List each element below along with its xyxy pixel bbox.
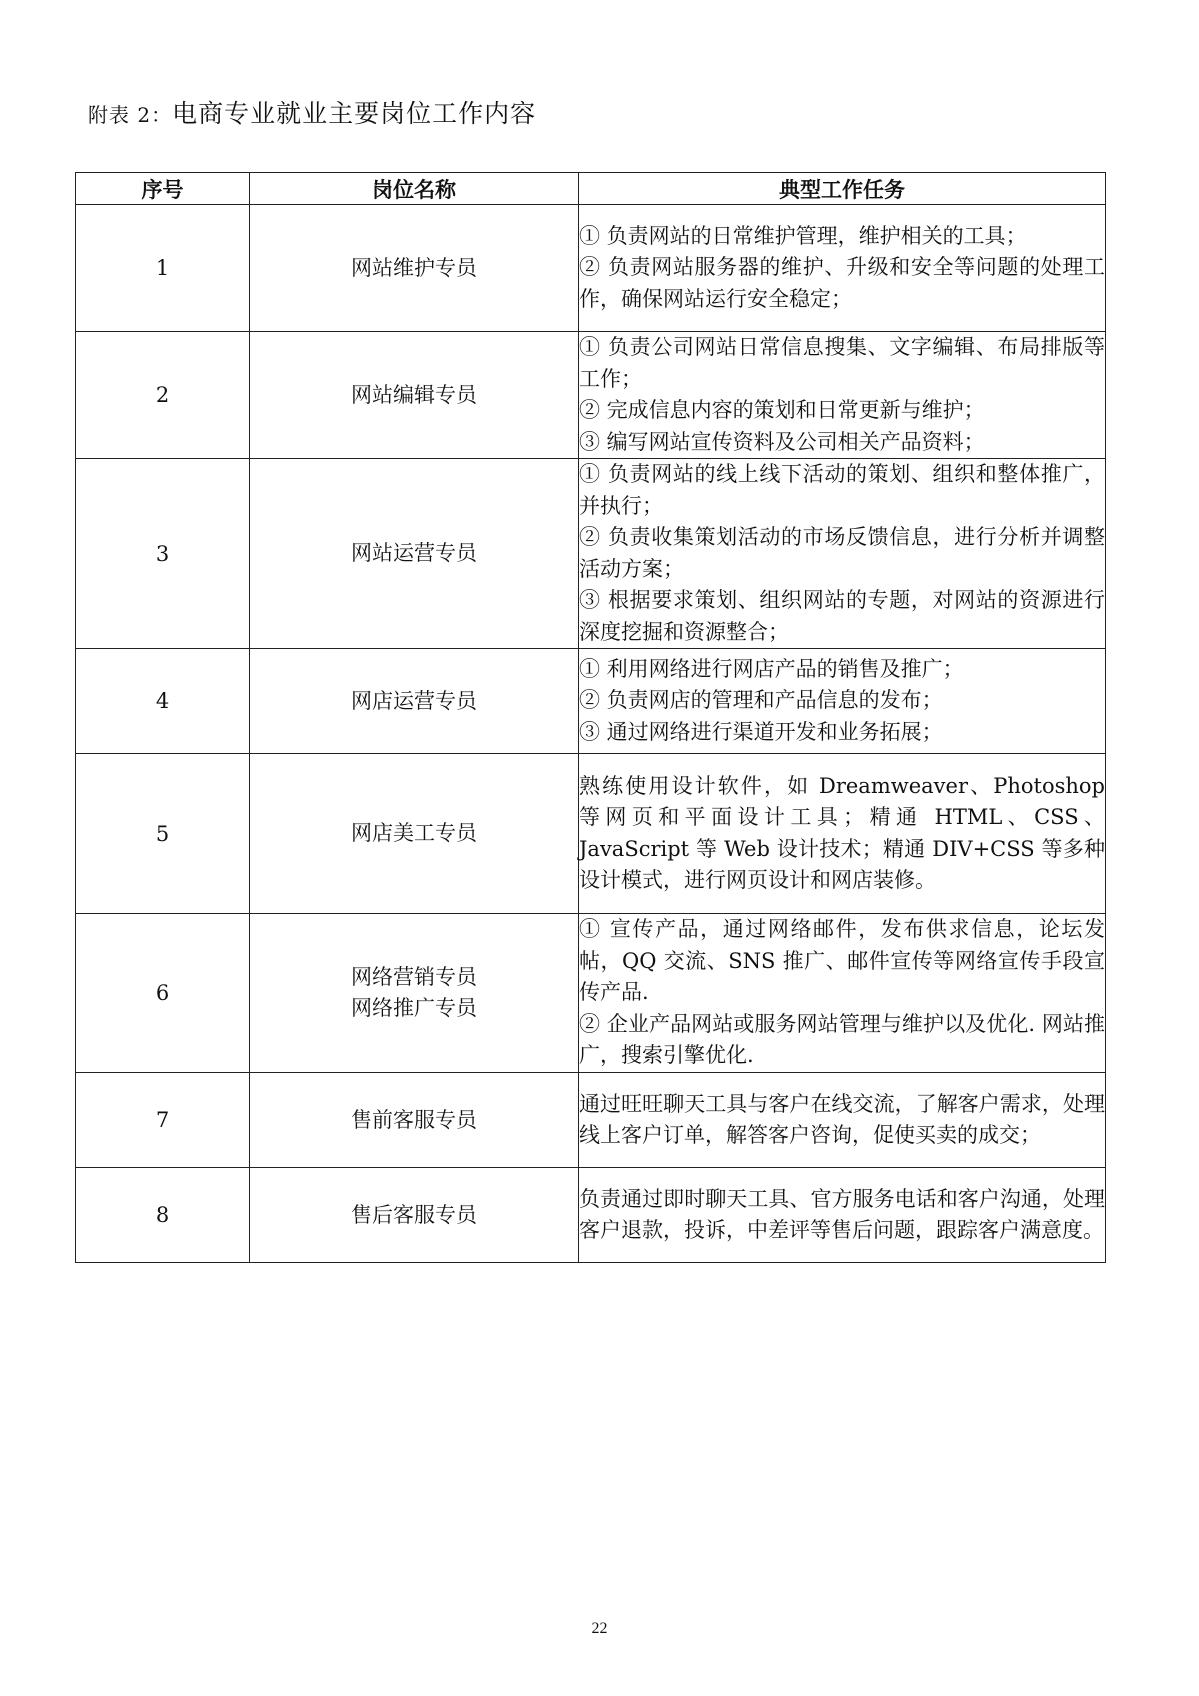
job-name-cell [250,459,579,649]
task-cell [579,1168,1106,1263]
task-cell [579,914,1106,1073]
job-name: 网店运营专员 [351,688,477,713]
header-no: 序号 [76,173,250,205]
task-item: ② 负责网店的管理和产品信息的发布； [579,688,943,713]
job-name: 售后客服专员 [351,1202,477,1227]
row-number: 8 [76,1168,250,1263]
table-row [76,754,1106,914]
task-cell [579,332,1106,459]
page-number: 22 [591,1620,608,1637]
job-name-cell [250,914,579,1073]
page-title [88,94,536,130]
job-name: 网站维护专员 [351,255,477,280]
job-table [75,172,1106,1263]
task-item: ③ 编写网站宣传资料及公司相关产品资料； [579,429,985,454]
task-item: ① 宣传产品，通过网络邮件，发布供求信息，论坛发帖，QQ 交流、SNS 推广、邮件宣传等网络宣传手段宣传产品. [579,917,1105,1005]
header-tasks: 典型工作任务 [579,173,1106,205]
job-name-cell [250,1168,579,1263]
row-number: 3 [76,459,250,649]
task-item: ③ 通过网络进行渠道开发和业务拓展； [579,719,943,744]
task-item: ② 负责网站服务器的维护、升级和安全等问题的处理工作，确保网站运行安全稳定； [579,255,1105,311]
table-header-row [76,173,1106,205]
task-item: ① 负责网站的线上线下活动的策划、组织和整体推广，并执行； [579,462,1105,518]
title-text: 电商专业就业主要岗位工作内容 [172,99,537,128]
table-row [76,1073,1106,1168]
task-item: ② 完成信息内容的策划和日常更新与维护； [579,398,985,422]
task-item: ① 利用网络进行网店产品的销售及推广； [579,656,964,681]
job-name: 网站编辑专员 [351,382,477,407]
row-number: 2 [76,332,250,459]
job-name-cell [250,754,579,914]
task-item: 负责通过即时聊天工具、官方服务电话和客户沟通，处理客户退款，投诉，中差评等售后问题，跟踪客户满意度。 [579,1186,1105,1242]
task-item: ② 负责收集策划活动的市场反馈信息，进行分析并调整活动方案； [579,525,1105,581]
table-row [76,205,1106,332]
task-item: ② 企业产品网站或服务网站管理与维护以及优化. 网站推广，搜索引擎优化. [579,1011,1105,1068]
row-number: 1 [76,205,250,332]
header-job-name: 岗位名称 [250,173,579,205]
job-name: 网站运营专员 [351,541,477,565]
table-row [76,459,1106,649]
table-row [76,332,1106,459]
task-cell [579,754,1106,914]
task-item: 熟练使用设计软件，如 Dreamweaver、Photoshop 等网页和平面设计工具；精通 HTML、CSS、JavaScript 等 Web 设计技术；精通 DIV+CSS 等多种设计模式，进行网页设计和网店装修。 [579,773,1105,892]
job-name: 网店美工专员 [351,821,477,845]
row-number: 6 [76,914,250,1073]
job-name-cell [250,649,579,754]
task-item: ① 负责网站的日常维护管理，维护相关的工具； [579,223,1027,248]
row-number: 7 [76,1073,250,1168]
task-item: ① 负责公司网站日常信息搜集、文字编辑、布局排版等工作； [579,335,1105,391]
job-name: 网络营销专员 [351,965,477,989]
job-name: 售前客服专员 [351,1107,477,1132]
job-name-cell [250,205,579,332]
table-row [76,649,1106,754]
row-number: 5 [76,754,250,914]
task-cell [579,205,1106,332]
task-item: 通过旺旺聊天工具与客户在线交流，了解客户需求，处理线上客户订单，解答客户咨询，促使买卖的成交； [579,1091,1105,1147]
table-row [76,1168,1106,1263]
job-name-cell [250,1073,579,1168]
task-item: ③ 根据要求策划、组织网站的专题，对网站的资源进行深度挖掘和资源整合； [579,588,1105,644]
title-prefix: 附表 2： [88,103,173,127]
task-cell [579,1073,1106,1168]
row-number: 4 [76,649,250,754]
table-row [76,914,1106,1073]
task-cell [579,459,1106,649]
job-name: 网络推广专员 [351,996,477,1020]
job-name-cell [250,332,579,459]
task-cell [579,649,1106,754]
